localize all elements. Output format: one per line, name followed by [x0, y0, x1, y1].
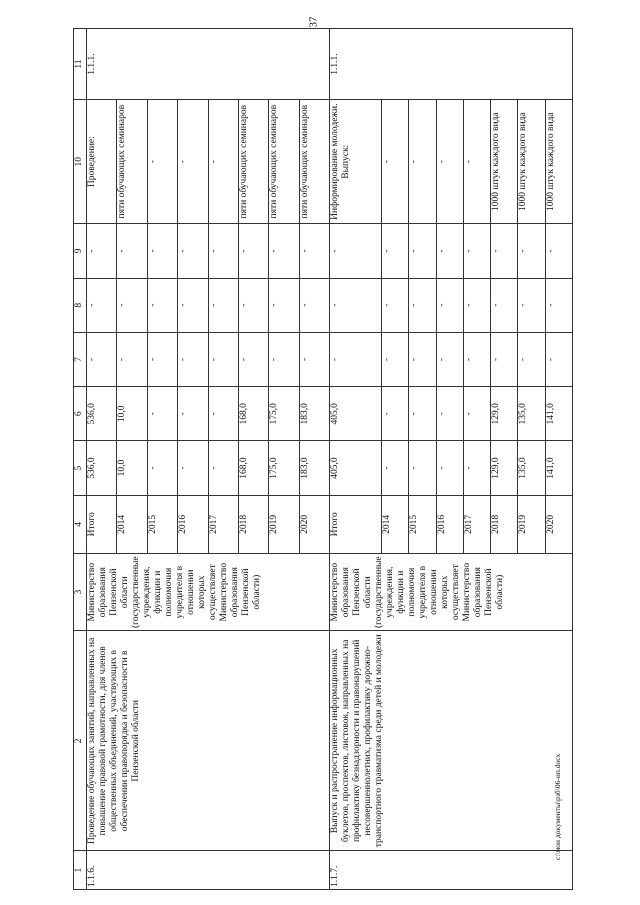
table-cell: -: [208, 332, 238, 386]
table-cell: -: [299, 224, 329, 278]
table-cell: -: [147, 224, 177, 278]
table-cell: 2014: [117, 495, 147, 553]
header-cell: 6: [74, 387, 87, 441]
header-cell: 4: [74, 495, 87, 553]
table-cell: -: [117, 332, 147, 386]
table-cell: 141,0: [545, 441, 572, 495]
table-cell: Информирование молодежи. Выпуск:: [330, 100, 382, 224]
table-cell: 2016: [436, 495, 463, 553]
header-cell: 11: [74, 29, 87, 100]
table-cell: 2020: [545, 495, 572, 553]
table-cell: 405,0: [330, 387, 382, 441]
table-cell: 2020: [299, 495, 329, 553]
footer-path: c:\мои документы\рзб\06-ип.docx: [553, 753, 562, 860]
table-cell: -: [545, 224, 572, 278]
table-cell: -: [436, 332, 463, 386]
table-cell: 1000 штук каждого вида: [545, 100, 572, 224]
table-cell: -: [178, 100, 208, 224]
table-cell: 2018: [238, 495, 268, 553]
table-cell: 1000 штук каждого вида: [518, 100, 545, 224]
table-cell: -: [299, 278, 329, 332]
table-cell: 1.1.6.: [87, 851, 330, 890]
table-cell: -: [208, 100, 238, 224]
table-cell: 2019: [269, 495, 299, 553]
table-cell: -: [436, 224, 463, 278]
table-cell: Проведение:: [87, 100, 117, 224]
table-cell: -: [518, 332, 545, 386]
table-cell: 2015: [147, 495, 177, 553]
table-cell: 2019: [518, 495, 545, 553]
table-cell: 175,0: [269, 441, 299, 495]
table-cell: -: [178, 387, 208, 441]
table-cell: -: [436, 100, 463, 224]
table-cell: -: [545, 332, 572, 386]
table-cell: -: [147, 332, 177, 386]
program-table: [73, 28, 573, 890]
table-cell: -: [463, 441, 490, 495]
table-cell: -: [208, 278, 238, 332]
table-cell: 135,0: [518, 441, 545, 495]
table-cell: -: [238, 332, 268, 386]
table-cell: -: [87, 332, 117, 386]
header-cell: 3: [74, 553, 87, 631]
table-cell: -: [238, 224, 268, 278]
table-cell: 1000 штук каждого вида: [491, 100, 518, 224]
table-cell: 2015: [409, 495, 436, 553]
table-cell: -: [382, 224, 409, 278]
table-cell: 10,0: [117, 387, 147, 441]
table-cell: -: [147, 441, 177, 495]
table-cell: 168,0: [238, 441, 268, 495]
table-cell: Министерство образования Пензенской области (государственные учреждения, функции и полномочия учредителя в отношении которых осуществляет Министерство образования Пензенской области): [330, 553, 573, 631]
table-cell: -: [178, 332, 208, 386]
table-cell: 168,0: [238, 387, 268, 441]
table-cell: -: [178, 441, 208, 495]
table-body: [87, 29, 573, 890]
table-cell: Министерство образования Пензенской области (государственные учреждения, функции и полномочия учредителя в отношении которых осуществляет Министерство образования Пензенской области): [87, 553, 330, 631]
table-cell: -: [238, 278, 268, 332]
table-cell: 2016: [178, 495, 208, 553]
table-cell: 175,0: [269, 387, 299, 441]
table-cell: 10,0: [117, 441, 147, 495]
table-cell: -: [491, 278, 518, 332]
table-cell: -: [147, 278, 177, 332]
table-cell: -: [463, 278, 490, 332]
table-cell: Выпуск и распространение информационных буклетов, проспектов, листовок, направленных на профилактику безнадзорности и правонарушений несовершеннолетних, профилактику дорожно-транспортного травматизма среди детей и молодежи: [330, 631, 573, 851]
table-cell: пяти обучающих семинаров: [117, 100, 147, 224]
table-cell: -: [409, 441, 436, 495]
table-cell: -: [87, 224, 117, 278]
table-cell: -: [436, 387, 463, 441]
table-cell: 1.1.7.: [330, 851, 573, 890]
table-cell: -: [518, 224, 545, 278]
table-cell: 1.1.1.: [87, 29, 330, 100]
page-number: 37: [307, 16, 320, 28]
table-cell: -: [382, 441, 409, 495]
table-cell: 129,0: [491, 441, 518, 495]
table-cell: -: [463, 100, 490, 224]
table-cell: -: [436, 441, 463, 495]
table-cell: 135,0: [518, 387, 545, 441]
table-cell: -: [436, 278, 463, 332]
header-cell: 7: [74, 332, 87, 386]
header-cell: 2: [74, 631, 87, 851]
table-cell: Проведение обучающих занятий, направленных на повышение правовой грамотности, для членов общественных объединений, участвующих в обеспечении правопорядка и безопасности в Пензенской области: [87, 631, 330, 851]
table-cell: пяти обучающих семинаров: [238, 100, 268, 224]
table-row: [87, 29, 117, 890]
table-cell: -: [518, 278, 545, 332]
table-cell: -: [117, 278, 147, 332]
table-cell: 405,0: [330, 441, 382, 495]
header-cell: 8: [74, 278, 87, 332]
table-cell: -: [463, 387, 490, 441]
table-cell: -: [409, 332, 436, 386]
table-rotation-frame: [73, 28, 573, 890]
table-cell: -: [299, 332, 329, 386]
table-cell: -: [491, 224, 518, 278]
table-cell: 183,0: [299, 387, 329, 441]
table-cell: -: [382, 278, 409, 332]
table-cell: -: [409, 387, 436, 441]
table-cell: -: [208, 224, 238, 278]
header-row: [74, 29, 87, 890]
table-cell: -: [208, 387, 238, 441]
table-cell: пяти обучающих семинаров: [269, 100, 299, 224]
table-cell: -: [330, 332, 382, 386]
table-cell: -: [382, 100, 409, 224]
table-cell: -: [491, 332, 518, 386]
header-cell: 5: [74, 441, 87, 495]
table-cell: 2014: [382, 495, 409, 553]
header-cell: 10: [74, 100, 87, 224]
table-cell: 129,0: [491, 387, 518, 441]
table-cell: -: [330, 224, 382, 278]
table-cell: -: [147, 387, 177, 441]
table-cell: -: [545, 278, 572, 332]
table-cell: -: [382, 387, 409, 441]
table-cell: 2017: [463, 495, 490, 553]
table-cell: -: [208, 441, 238, 495]
table-cell: -: [463, 332, 490, 386]
table-cell: 1.1.1.: [330, 29, 573, 100]
table-row: [330, 29, 382, 890]
table-cell: Итого: [330, 495, 382, 553]
table-cell: -: [117, 224, 147, 278]
table-cell: -: [147, 100, 177, 224]
table-cell: -: [269, 332, 299, 386]
table-cell: -: [178, 224, 208, 278]
table-cell: пяти обучающих семинаров: [299, 100, 329, 224]
table-cell: -: [178, 278, 208, 332]
table-cell: -: [409, 224, 436, 278]
table-cell: -: [330, 278, 382, 332]
table-cell: 2018: [491, 495, 518, 553]
table-cell: 536,0: [87, 441, 117, 495]
table-cell: 141,0: [545, 387, 572, 441]
table-cell: -: [409, 278, 436, 332]
table-cell: 536,0: [87, 387, 117, 441]
table-cell: -: [382, 332, 409, 386]
header-cell: 9: [74, 224, 87, 278]
table-cell: 2017: [208, 495, 238, 553]
table-cell: -: [87, 278, 117, 332]
table-cell: -: [269, 278, 299, 332]
table-cell: Итого: [87, 495, 117, 553]
table-cell: -: [409, 100, 436, 224]
table-cell: -: [269, 224, 299, 278]
header-cell: 1: [74, 851, 87, 890]
table-cell: 183,0: [299, 441, 329, 495]
footer-path-frame: [553, 753, 573, 880]
table-cell: -: [463, 224, 490, 278]
